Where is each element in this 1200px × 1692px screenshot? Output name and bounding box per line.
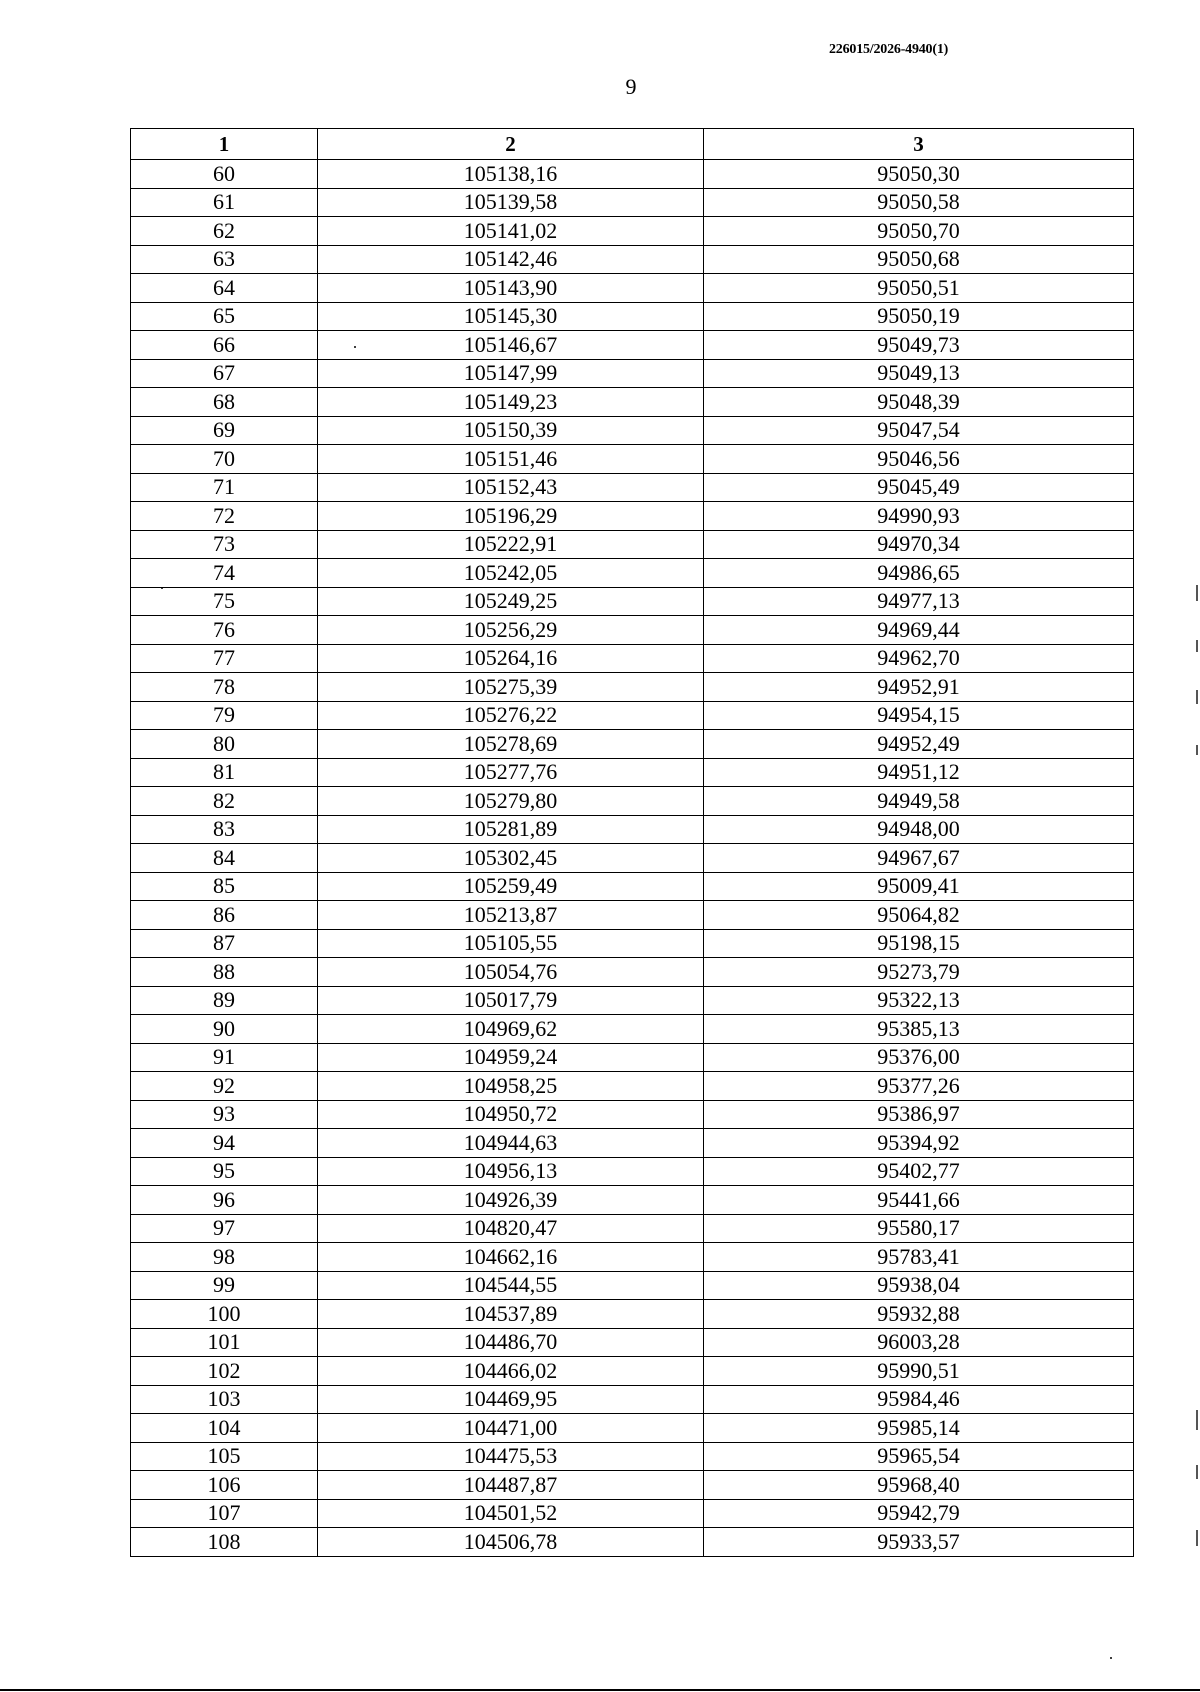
cell-x: 105145,30: [318, 302, 704, 331]
cell-y: 95049,13: [704, 359, 1134, 388]
table-row: [131, 1328, 1134, 1357]
cell-y: 94954,15: [704, 701, 1134, 730]
cell-point-number: 79: [131, 701, 318, 730]
scan-speck: [161, 587, 163, 589]
cell-point-number: 73: [131, 530, 318, 559]
cell-x: 105275,39: [318, 673, 704, 702]
table-row: [131, 1015, 1134, 1044]
cell-y: 94962,70: [704, 644, 1134, 673]
scan-edge-mark: [1196, 690, 1198, 704]
table-row: [131, 1072, 1134, 1101]
cell-point-number: 65: [131, 302, 318, 331]
table-row: [131, 1043, 1134, 1072]
table-row: [131, 1499, 1134, 1528]
cell-y: 95046,56: [704, 445, 1134, 474]
cell-point-number: 84: [131, 844, 318, 873]
table-row: [131, 416, 1134, 445]
table-header-row: [131, 129, 1134, 160]
table-row: [131, 673, 1134, 702]
cell-point-number: 71: [131, 473, 318, 502]
table-row: [131, 1214, 1134, 1243]
cell-x: 105151,46: [318, 445, 704, 474]
table-row: [131, 929, 1134, 958]
cell-point-number: 86: [131, 901, 318, 930]
table-row: [131, 1385, 1134, 1414]
cell-x: 105150,39: [318, 416, 704, 445]
cell-point-number: 62: [131, 217, 318, 246]
cell-y: 95990,51: [704, 1357, 1134, 1386]
table-row: [131, 758, 1134, 787]
cell-y: 95377,26: [704, 1072, 1134, 1101]
cell-y: 95385,13: [704, 1015, 1134, 1044]
cell-point-number: 87: [131, 929, 318, 958]
cell-point-number: 63: [131, 245, 318, 274]
cell-y: 95386,97: [704, 1100, 1134, 1129]
table-row: [131, 245, 1134, 274]
cell-x: 104662,16: [318, 1243, 704, 1272]
cell-point-number: 85: [131, 872, 318, 901]
cell-y: 95273,79: [704, 958, 1134, 987]
cell-x: 104544,55: [318, 1271, 704, 1300]
table-row: [131, 274, 1134, 303]
cell-y: 94948,00: [704, 815, 1134, 844]
scan-edge-mark: [1196, 1465, 1198, 1479]
cell-point-number: 99: [131, 1271, 318, 1300]
scan-speck: [354, 346, 356, 348]
table-row: [131, 1186, 1134, 1215]
table-row: [131, 473, 1134, 502]
cell-point-number: 102: [131, 1357, 318, 1386]
cell-y: 95394,92: [704, 1129, 1134, 1158]
cell-x: 104820,47: [318, 1214, 704, 1243]
page-number: 9: [625, 74, 637, 99]
table-row: [131, 188, 1134, 217]
cell-point-number: 95: [131, 1157, 318, 1186]
table-row: [131, 331, 1134, 360]
table-row: [131, 958, 1134, 987]
cell-x: 105146,67: [318, 331, 704, 360]
cell-y: 96003,28: [704, 1328, 1134, 1357]
table-row: [131, 302, 1134, 331]
cell-point-number: 105: [131, 1442, 318, 1471]
table-row: [131, 901, 1134, 930]
column-header-y: 3: [704, 129, 1134, 160]
cell-point-number: 93: [131, 1100, 318, 1129]
scan-edge-mark: [1196, 1410, 1198, 1430]
cell-x: 104958,25: [318, 1072, 704, 1101]
cell-point-number: 94: [131, 1129, 318, 1158]
document-code: 226015/2026-4940(1): [829, 42, 949, 57]
cell-y: 95050,19: [704, 302, 1134, 331]
scan-edge-mark: [1196, 640, 1198, 652]
cell-y: 95049,73: [704, 331, 1134, 360]
cell-point-number: 103: [131, 1385, 318, 1414]
cell-point-number: 74: [131, 559, 318, 588]
cell-x: 104469,95: [318, 1385, 704, 1414]
table-row: [131, 1243, 1134, 1272]
table-row: [131, 1442, 1134, 1471]
cell-y: 95050,58: [704, 188, 1134, 217]
scan-edge-mark: [1196, 1530, 1198, 1546]
table-row: [131, 872, 1134, 901]
cell-y: 94952,91: [704, 673, 1134, 702]
cell-y: 95580,17: [704, 1214, 1134, 1243]
cell-x: 104956,13: [318, 1157, 704, 1186]
cell-point-number: 106: [131, 1471, 318, 1500]
cell-y: 95047,54: [704, 416, 1134, 445]
cell-x: 104537,89: [318, 1300, 704, 1329]
cell-point-number: 77: [131, 644, 318, 673]
scan-edge-mark: [1196, 585, 1198, 601]
table-row: [131, 815, 1134, 844]
cell-x: 105143,90: [318, 274, 704, 303]
cell-y: 95376,00: [704, 1043, 1134, 1072]
cell-x: 105276,22: [318, 701, 704, 730]
cell-point-number: 80: [131, 730, 318, 759]
cell-x: 105279,80: [318, 787, 704, 816]
coordinates-table: [130, 128, 1134, 1557]
table-row: [131, 1471, 1134, 1500]
cell-point-number: 101: [131, 1328, 318, 1357]
cell-x: 104487,87: [318, 1471, 704, 1500]
cell-point-number: 88: [131, 958, 318, 987]
cell-y: 95942,79: [704, 1499, 1134, 1528]
table-row: [131, 1157, 1134, 1186]
cell-y: 95064,82: [704, 901, 1134, 930]
cell-point-number: 108: [131, 1528, 318, 1557]
cell-point-number: 64: [131, 274, 318, 303]
cell-x: 104950,72: [318, 1100, 704, 1129]
table-row: [131, 445, 1134, 474]
table-row: [131, 530, 1134, 559]
cell-x: 105017,79: [318, 986, 704, 1015]
cell-y: 95441,66: [704, 1186, 1134, 1215]
cell-point-number: 67: [131, 359, 318, 388]
cell-point-number: 107: [131, 1499, 318, 1528]
cell-x: 105147,99: [318, 359, 704, 388]
cell-x: 104466,02: [318, 1357, 704, 1386]
cell-x: 105138,16: [318, 160, 704, 189]
cell-x: 105249,25: [318, 587, 704, 616]
cell-point-number: 72: [131, 502, 318, 531]
table-row: [131, 1129, 1134, 1158]
cell-point-number: 60: [131, 160, 318, 189]
cell-y: 94967,67: [704, 844, 1134, 873]
cell-x: 105264,16: [318, 644, 704, 673]
table-body: [131, 160, 1134, 1557]
cell-x: 105281,89: [318, 815, 704, 844]
table-row: [131, 1271, 1134, 1300]
cell-point-number: 96: [131, 1186, 318, 1215]
cell-y: 94970,34: [704, 530, 1134, 559]
cell-x: 105242,05: [318, 559, 704, 588]
table-row: [131, 502, 1134, 531]
cell-x: 105149,23: [318, 388, 704, 417]
cell-point-number: 90: [131, 1015, 318, 1044]
cell-point-number: 75: [131, 587, 318, 616]
cell-y: 95050,30: [704, 160, 1134, 189]
cell-x: 105277,76: [318, 758, 704, 787]
table-row: [131, 1357, 1134, 1386]
cell-y: 95198,15: [704, 929, 1134, 958]
table-row: [131, 359, 1134, 388]
cell-point-number: 92: [131, 1072, 318, 1101]
cell-x: 105142,46: [318, 245, 704, 274]
cell-x: 105196,29: [318, 502, 704, 531]
cell-y: 95938,04: [704, 1271, 1134, 1300]
cell-point-number: 61: [131, 188, 318, 217]
cell-x: 104501,52: [318, 1499, 704, 1528]
cell-x: 105256,29: [318, 616, 704, 645]
table-row: [131, 1100, 1134, 1129]
table-row: [131, 986, 1134, 1015]
cell-x: 105222,91: [318, 530, 704, 559]
cell-y: 94977,13: [704, 587, 1134, 616]
table-row: [131, 787, 1134, 816]
cell-point-number: 104: [131, 1414, 318, 1443]
table-row: [131, 217, 1134, 246]
cell-y: 95009,41: [704, 872, 1134, 901]
cell-x: 104471,00: [318, 1414, 704, 1443]
cell-x: 105302,45: [318, 844, 704, 873]
cell-y: 94949,58: [704, 787, 1134, 816]
column-header-point-number: 1: [131, 129, 318, 160]
cell-y: 95933,57: [704, 1528, 1134, 1557]
cell-y: 95968,40: [704, 1471, 1134, 1500]
cell-y: 95050,68: [704, 245, 1134, 274]
cell-y: 95783,41: [704, 1243, 1134, 1272]
table-row: [131, 559, 1134, 588]
table-row: [131, 1414, 1134, 1443]
scan-speck: [1110, 1657, 1112, 1659]
table-row: [131, 616, 1134, 645]
cell-point-number: 76: [131, 616, 318, 645]
scan-edge-mark: [1196, 745, 1198, 755]
cell-x: 105139,58: [318, 188, 704, 217]
cell-point-number: 70: [131, 445, 318, 474]
table-row: [131, 1528, 1134, 1557]
cell-x: 104944,63: [318, 1129, 704, 1158]
cell-x: 104959,24: [318, 1043, 704, 1072]
table-row: [131, 644, 1134, 673]
cell-point-number: 66: [131, 331, 318, 360]
cell-x: 105278,69: [318, 730, 704, 759]
cell-y: 95985,14: [704, 1414, 1134, 1443]
cell-x: 105213,87: [318, 901, 704, 930]
cell-point-number: 97: [131, 1214, 318, 1243]
cell-x: 105141,02: [318, 217, 704, 246]
cell-y: 94990,93: [704, 502, 1134, 531]
cell-point-number: 81: [131, 758, 318, 787]
cell-y: 94969,44: [704, 616, 1134, 645]
table-row: [131, 587, 1134, 616]
table-row: [131, 160, 1134, 189]
cell-point-number: 78: [131, 673, 318, 702]
cell-x: 104475,53: [318, 1442, 704, 1471]
cell-y: 95048,39: [704, 388, 1134, 417]
cell-x: 105054,76: [318, 958, 704, 987]
cell-x: 104926,39: [318, 1186, 704, 1215]
cell-point-number: 83: [131, 815, 318, 844]
cell-y: 95050,51: [704, 274, 1134, 303]
cell-point-number: 98: [131, 1243, 318, 1272]
cell-point-number: 100: [131, 1300, 318, 1329]
cell-x: 104969,62: [318, 1015, 704, 1044]
table-row: [131, 701, 1134, 730]
cell-y: 95045,49: [704, 473, 1134, 502]
cell-y: 94952,49: [704, 730, 1134, 759]
cell-y: 95984,46: [704, 1385, 1134, 1414]
table-row: [131, 388, 1134, 417]
cell-x: 104486,70: [318, 1328, 704, 1357]
cell-x: 105152,43: [318, 473, 704, 502]
column-header-x: 2: [318, 129, 704, 160]
table-row: [131, 730, 1134, 759]
cell-point-number: 68: [131, 388, 318, 417]
cell-point-number: 69: [131, 416, 318, 445]
cell-y: 94986,65: [704, 559, 1134, 588]
table-row: [131, 1300, 1134, 1329]
cell-x: 104506,78: [318, 1528, 704, 1557]
cell-x: 105259,49: [318, 872, 704, 901]
cell-point-number: 82: [131, 787, 318, 816]
cell-x: 105105,55: [318, 929, 704, 958]
cell-y: 95402,77: [704, 1157, 1134, 1186]
cell-point-number: 89: [131, 986, 318, 1015]
cell-y: 95322,13: [704, 986, 1134, 1015]
scan-bottom-border: [0, 1689, 1200, 1691]
table-row: [131, 844, 1134, 873]
cell-y: 94951,12: [704, 758, 1134, 787]
cell-y: 95932,88: [704, 1300, 1134, 1329]
cell-y: 95050,70: [704, 217, 1134, 246]
cell-point-number: 91: [131, 1043, 318, 1072]
cell-y: 95965,54: [704, 1442, 1134, 1471]
